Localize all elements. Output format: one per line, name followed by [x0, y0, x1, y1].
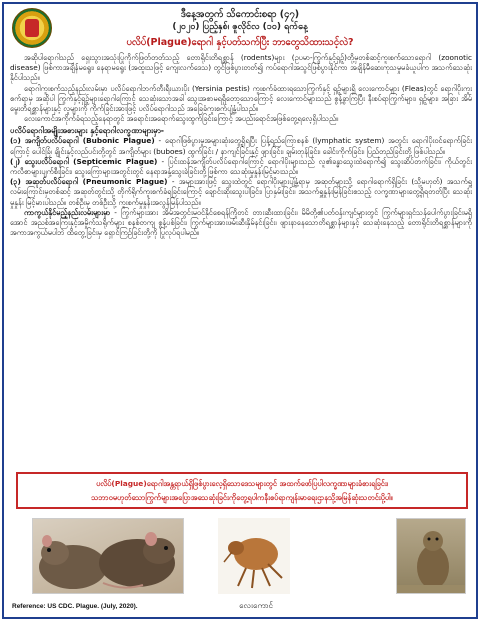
- page-date: (၂၀၂၀) ပြည့်နှစ်၊ ဇူလိုင်လ (၁၀) ရက်နေ့: [172, 22, 308, 32]
- content-body: [10, 53, 472, 238]
- prevention-term: ကာကွယ်နိုင်မည့်နည်းလမ်းများမှာ: [24, 207, 111, 217]
- warning-notice: [16, 472, 468, 509]
- type-bubonic-term: (၁) အကျိတ်ပလိပ်ရောဂါ (Bubonic Plague): [10, 136, 155, 146]
- warning-line-2: သဘာဝမဟုတ်သောကြွက်များအပြောအသေဆုံးခြင်းကိုတွေ့ရပါကနီးစပ်ရာကျန်းမာရေးဌာနသို့အမြန်ဆုံးသတင်းပို့ပါ။: [91, 493, 393, 502]
- section-heading-types: ပလိပ်ရောဂါအမျိုးအစားများ နှင့်ရောဂါလက္ခဏာများမှာ-: [10, 126, 165, 136]
- type-bubonic: [10, 136, 472, 156]
- flea-photo: [218, 518, 290, 594]
- type-septicemic: [10, 157, 472, 177]
- prevention-text: - ကြွက်များအား အိမ်အတွင်းမဝင်နိုင်စေရန်ကြိုတင် တားဆီးထားခြင်း၊ မိမိတို့၏ပတ်ဝန်းကျင်များတွင် ကြွက်များရှင်သန်ပေါက်ပွားခြင်းမရှိအောင် အညစ်အကြေးနှင့်အမှိုက်သရိုက်များ စနစ်တကျ စွန့်ပစ်ခြင်း၊ ကြွက်များအားဖမ်းဆီးနှိမ်နင်းခြင်း၊ ဖျားနာနေသောတိရစ္ဆာန်များနှင့် သေဆုံးနေသည့် တောရိုင်းတိရစ္ဆာန်များကို အကာအကွယ်မပါဘဲ ထိတွေ့ခြင်းမှ ရှောင်ကြဉ်ခြင်းတို့ကို ပြုလုပ်ရပါမည်။: [10, 207, 472, 238]
- header: [4, 4, 476, 54]
- image-strip: [4, 514, 476, 600]
- type-pneumonic-text: - အများအားဖြင့် သွေးထဲတွင် ရောဂါပိုးများပျံ့နှံ့ရာမှ အဆုတ်များသို့ ရောဂါရောက်ရှိခြင်း (သို့မဟုတ်) အသက်ရှူလမ်းကြောင်းမှတစ်ဆင့် အဆုတ်တွင်းသို့ တိုက်ရိုက်ကူးစက်ခံရခြင်းကြောင့် ချောင်းဆိုးသွေးပါခြင်း၊ ပြာနှမ်းခြင်း၊ အသက်ရှူနှုန်းမြန်ခြင်းစသည့် လက္ခဏာများတွေ့ရှိရတတ်ပြီး သေဆုံးမှုနှုန်း မြင့်မားပါသည်။ တစ်ဦးမှ တစ်ဦးသို့ ကူးစက်မှုနှုန်းအလွန်မြန်ပါသည်။: [10, 177, 472, 207]
- type-septicemic-term: (၂) သွေးပလိပ်ရောဂါ (Septicemic Plague): [10, 156, 158, 166]
- infographic-page: [2, 2, 478, 619]
- squirrel-photo: [396, 518, 466, 594]
- page-subtitle: ပလိပ်(Plague)ရောဂါ နှင့်ပတ်သက်ပြီး ဘာတွေသိထားသင့်လဲ?: [126, 37, 354, 48]
- paragraph-transmission: ရောဂါကူးစက်သည့်နည်းလမ်းမှာ ပလိပ်ရောဂါဘက်တီးရီးယားပိုး (Yersinia pestis) ကူးစက်ခံထားရသောကြွက်နှင့် ရှဉ့်များရှိ လေးကောင်များ (Fleas)တွင် ရောဂါပိုးကူးစက်ရာမှ အဆိုပါ ကြွက်နှင့်ရှဉ့်များရောဂါကြောင့် သေဆုံးသောအခါ သွေးအစာမရရှိတော့သောကြောင့် လေးကောင်များသည် စွန့်ခွာကြပြီး နီးစပ်ရာကြွက်များ၊ ရှဉ့်များ၊ အခြား အိမ်မွေးတိရစ္ဆာန်များနှင့် လူများကို ကိုက်ခြင်းအားဖြင့် ပလိပ်ရောဂါသည် အခြေခံကူးစက်ပျံ့နှံ့ပါသည်။: [10, 83, 472, 114]
- reference: Reference: US CDC. Plague. (July, 2020).: [12, 603, 138, 610]
- type-pneumonic: [10, 177, 472, 208]
- type-septicemic-text: - ပြင်းထန်အကျိတ်ပလိပ်ရောဂါကြောင့် ရောဂါပိုးများသည် လူ၏ခန္ဓာသွေးထဲရောက်၍ သွေးဆိပ်တက်ခြင်း၊ ကိုယ်တွင်းကလီစာများပျက်စီးခြင်း၊ သွေးကြောများအတွင်းတွင် နေရာအနှံ့သွေးခဲခြင်းတို့ဖြစ်ကာ သေဆုံးမှုနှုန်းမြင့်မားသည်။: [10, 156, 473, 177]
- warning-line-1: ပလိပ်(Plague)ရောဂါအန္တရာယ်ရှိဖြစ်ပွားလေ့ရှိသောဒေသများတွင် အထက်ဖော်ပြပါလက္ခဏာများခံစားရခြင်း၊: [96, 479, 388, 488]
- paragraph-intro: အဆိုပါရောဂါသည် ရှေးသွားအသုံးပြုကိုက်ဖြတ်တတ်သည့် တောရိုင်းတိရစ္ဆာန် (rodents)များ (ဥပမာ-ကြွက်နှင့်ရှဉ့်)တို့မှတစ်ဆင့်ကူးစက်သောရောဂါ (zoonotic disease) ဖြစ်ကာအချိန်မရွေး၊ နေရာမရွေး (အထူးသဖြင့် ကျေးလက်ဒေသ) တွင်ဖြစ်ပွားတတ်၍ ကပ်ရောဂါအသွင်ဖြစ်ပွားနိုင်ကာ အချိန်မီဆေးကုသမှုမခံယူပါက အသက်သေဆုံးနိုင်ပါသည်။: [10, 53, 472, 83]
- rats-photo: [32, 518, 184, 594]
- type-pneumonic-term: (၃) အဆုတ်ပလိပ်ရောဂါ (Pneumonic Plague): [10, 177, 168, 187]
- type-bubonic-text: - ရောဂါဖြစ်ပွားမှုအများဆုံးတွေ့ရှိရပြီး ပြန့်ရည်ကြောစနစ် (lymphatic system) အတွင်း ရောဂါပိုးဝင်ရောက်ခြင်းကြောင့် ပေါင်ခြံ၊ ချိုင်းနှင့်လည်ပင်းတို့တွင် အကျိတ်များ (buboes) ထွက်ခြင်း / နာကျင်ခြင်းနှင့် ဖျားခြင်း၊ ချမ်းတုန်ခြင်း၊ ခေါင်းကိုက်ခြင်း၊ ပြည်တည်ခြင်းတို့ ဖြစ်ပါသည်။: [10, 136, 473, 156]
- page-title: ဒီနေ့အတွက် သိကောင်းစရာ (၄၇): [180, 9, 300, 20]
- prevention: [10, 208, 472, 239]
- flea-caption: လေးကောင်: [239, 601, 273, 610]
- paragraph-bite: လေးကောင်အကိုက်ခံရသည့်နေရာတွင် အရောင်းအရောက်သွေးထွက်ခြင်းကြောင့် အပည်းရောင်အဖြစ်တွေ့ရလေ့ရှိပါသည်။: [24, 114, 339, 124]
